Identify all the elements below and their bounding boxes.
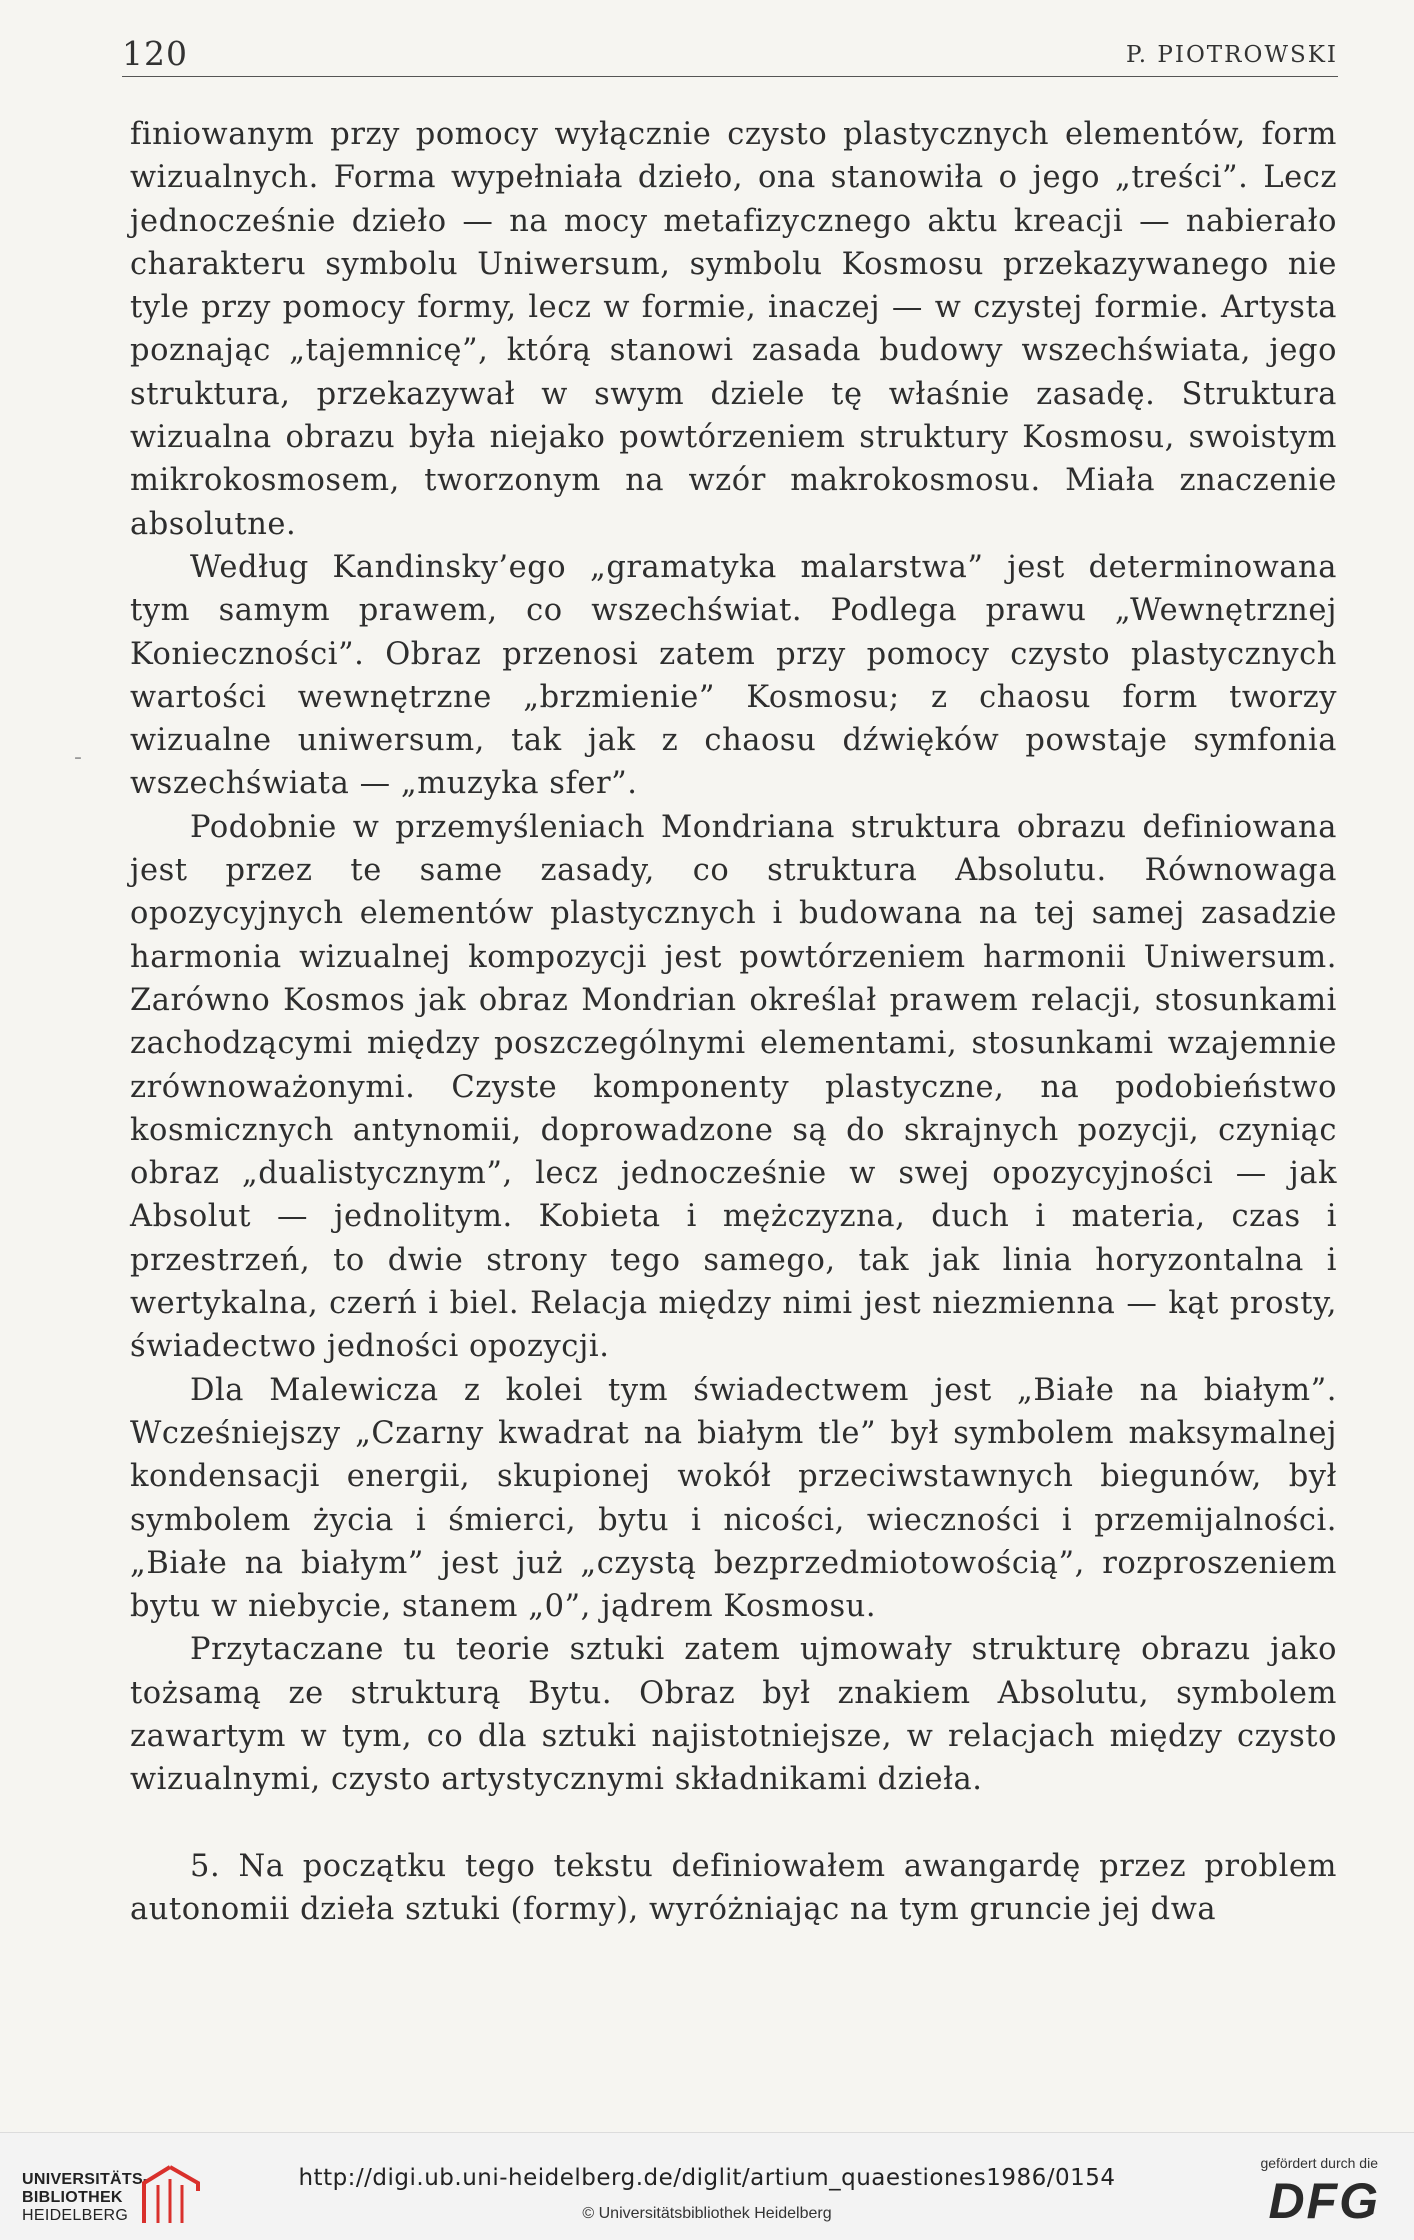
paragraph-1: finiowanym przy pomocy wyłącznie czysto plastycznych elementów, form wizualnych. Forma wypełniała dzieło, ona stanowiła o jego „treści”. Lecz jednocześnie dzieło — na mocy metafizycznego aktu kreacji — nabierało charakteru symbolu Uniwersum, symbolu Kosmosu przekazywanego nie tyle przy pomocy formy, lecz w formie, inaczej — w czystej formie. Artysta poznając „tajemnicę”, którą stanowi zasada budowy wszechświata, jego struktura, przekazywał w swym dziele tę właśnie zasadę. Struktura wizualna obrazu była niejako powtórzeniem struktury Kosmosu, swoistym mikrokosmosem, tworzonym na wzór makrokosmosu. Miała znaczenie absolutne. <box>130 117 1337 542</box>
body-text <box>130 113 1337 1931</box>
margin-pencil-mark: - <box>74 745 82 770</box>
paragraph-4: Dla Malewicza z kolei tym świadectwem jest „Białe na białym”. Wcześniejszy „Czarny kwadrat na białym tle” był symbolem maksymalnej kondensacji energii, skupionej wokół przeciwstawnych biegunów, był symbolem życia i śmierci, bytu i nicości, wieczności i przemijalności. „Białe na białym” jest już „czystą bezprzedmiotowością”, rozproszeniem bytu w niebycie, stanem „0”, jądrem Kosmosu. <box>130 1372 1337 1625</box>
section-5-paragraph: 5. Na początku tego tekstu definiowałem awangardę przez problem autonomii dzieła sztuki (formy), wyróżniając na tym gruncie jej dwa <box>130 1848 1337 1927</box>
permalink-url[interactable]: http://digi.ub.uni-heidelberg.de/diglit/artium_quaestiones1986/0154 <box>298 2165 1116 2191</box>
copyright-notice: © Universitätsbibliothek Heidelberg <box>582 2205 832 2222</box>
paragraph-5: Przytaczane tu teorie sztuki zatem ujmowały strukturę obrazu jako tożsamą ze strukturą Bytu. Obraz był znakiem Absolutu, symbolem zawartym w tym, co dla sztuki najistotniejsze, w relacjach między czysto wizualnymi, czysto artystycznymi składnikami dzieła. <box>130 1632 1337 1798</box>
page-number: 120 <box>122 34 188 73</box>
running-header-author: P. PIOTROWSKI <box>1125 42 1338 68</box>
library-name[interactable]: UNIVERSITÄTS- BIBLIOTHEK HEIDELBERG <box>22 2171 149 2224</box>
header-rule <box>122 76 1338 77</box>
paragraph-3: Podobnie w przemyśleniach Mondriana struktura obrazu definiowana jest przez te same zasady, co struktura Absolutu. Równowaga opozycyjnych elementów plastycznych i budowana na tej samej zasadzie harmonia wizualnej kompozycji jest powtórzeniem harmonii Uniwersum. Zarówno Kosmos jak obraz Mondrian określał prawem relacji, stosunkami zachodzącymi między poszczególnymi elementami, stosunkami wzajemnie zrównoważonymi. Czyste komponenty plastyczne, na podobieństwo kosmicznych antynomii, doprowadzone są do skrajnych pozycji, czyniąc obraz „dualistycznym”, lecz jednocześnie w swej opozycyjności — jak Absolut — jednolitym. Kobieta i mężczyzna, duch i materia, czas i przestrzeń, to dwie strony tego samego, tak jak linia horyzontalna i wertykalna, czerń i biel. Relacja między nimi jest niezmienna — kąt prosty, świadectwo jedności opozycji. <box>130 809 1337 1365</box>
viewer-footer <box>0 2132 1414 2240</box>
funding-label: gefördert durch die <box>1260 2155 1378 2171</box>
paragraph-2: Według Kandinsky’ego „gramatyka malarstwa” jest determinowana tym samym prawem, co wszechświat. Podlega prawu „Wewnętrznej Konieczności”. Obraz przenosi zatem przy pomocy czysto plastycznych wartości wewnętrzne „brzmienie” Kosmosu; z chaosu form tworzy wizualne uniwersum, tak jak z chaosu dźwięków powstaje symfonia wszechświata — „muzyka sfer”. <box>130 549 1337 802</box>
dfg-logo[interactable]: DFG <box>1268 2173 1380 2229</box>
